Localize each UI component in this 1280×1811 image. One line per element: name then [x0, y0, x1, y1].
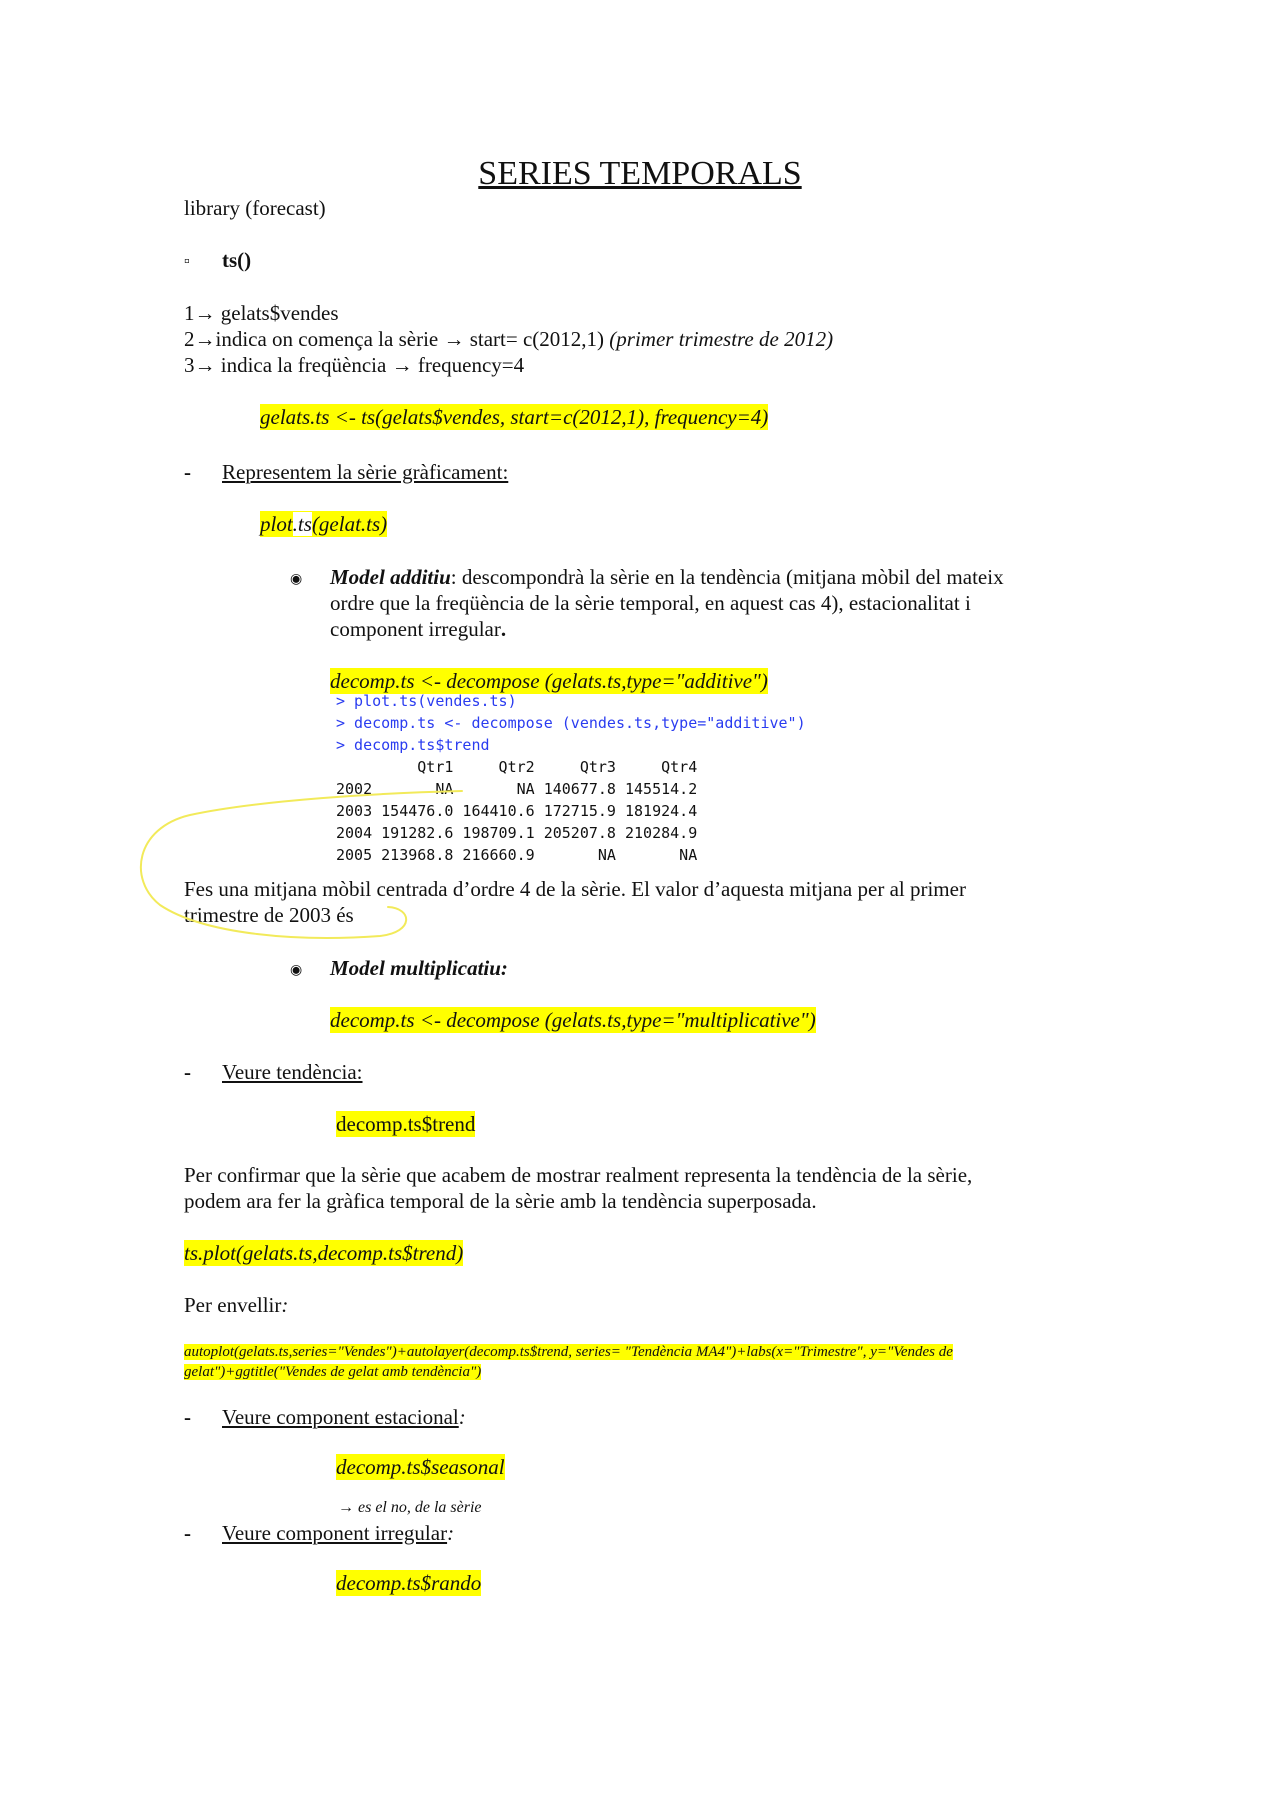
code-trend: decomp.ts$trend [336, 1112, 476, 1136]
additive-text: : descompondrà la sèrie en la tendència (mitjana mòbil del mateix [450, 565, 1004, 589]
question-line-1: Fes una mitjana mòbil centrada d’ordre 4 de la sèrie. El valor d’aquesta mitjana per al primer [184, 877, 966, 901]
irregular-section-label: Veure component irregular [222, 1521, 448, 1545]
step-number: 3 [184, 353, 195, 377]
r-console-output [336, 690, 856, 866]
step-3 [184, 352, 524, 378]
code-irregular: decomp.ts$rando [336, 1571, 482, 1595]
console-table-row: 2005 213968.8 216660.9 NA NA [336, 846, 698, 864]
arrow-icon: → [391, 353, 413, 377]
dash-bullet: - [184, 1060, 191, 1084]
step-note: (primer trimestre de 2012) [609, 327, 834, 351]
plot-section-label: Representem la sèrie gràficament: [222, 460, 509, 484]
arrow-icon: → [194, 353, 216, 377]
circle-bullet-icon: ◉ [290, 572, 303, 587]
arrow-icon: → [338, 1499, 354, 1516]
ts-heading: ts() [222, 248, 252, 272]
envellir-colon: : [281, 1293, 289, 1317]
code-part: (gelat.ts) [311, 512, 388, 536]
autoplot-line-2 [184, 1362, 481, 1382]
console-command: > decomp.ts$trend [336, 736, 490, 754]
code-part: .ts [292, 512, 312, 536]
step-text: indica on comença la sèrie [215, 327, 444, 351]
console-table-row: 2003 154476.0 164410.6 172715.9 181924.4 [336, 802, 698, 820]
seasonal-note [338, 1498, 482, 1518]
code-decompose-multiplicative: decomp.ts <- decompose (gelats.ts,type="multiplicative") [330, 1008, 816, 1032]
autoplot-line-1 [184, 1342, 953, 1362]
additive-line-1 [330, 564, 1004, 590]
additive-line-2: ordre que la freqüència de la sèrie temporal, en aquest cas 4), estacionalitat i [330, 591, 971, 615]
step-code: start= c(2012,1) [464, 327, 610, 351]
confirm-line-1: Per confirmar que la sèrie que acabem de mostrar realment representa la tendència de la sèrie, [184, 1163, 973, 1187]
multiplicative-label: Model multiplicatiu: [330, 956, 508, 980]
console-table-row: 2002 NA NA 140677.8 145514.2 [336, 780, 698, 798]
autoplot-code: gelat")+ggtitle("Vendes de gelat amb tendència") [184, 1364, 482, 1380]
arrow-icon: → [443, 327, 465, 351]
step-text: indica la freqüència [215, 353, 392, 377]
arrow-icon: → [194, 327, 216, 351]
step-1 [184, 300, 339, 326]
step-code: frequency=4 [412, 353, 525, 377]
additive-text-end: . [500, 617, 507, 641]
irregular-section-line [222, 1520, 454, 1546]
step-number: 1 [184, 301, 195, 325]
library-line: library (forecast) [184, 196, 326, 220]
seasonal-section-label: Veure component estacional [222, 1405, 459, 1429]
envellir-label: Per envellir [184, 1293, 282, 1317]
seasonal-section-line [222, 1404, 466, 1430]
seasonal-colon: : [458, 1405, 466, 1429]
additive-label: Model additiu [330, 565, 451, 589]
console-table-header: Qtr1 Qtr2 Qtr3 Qtr4 [336, 758, 698, 776]
question-line-2: trimestre de 2003 és [184, 903, 354, 927]
page-title: SERIES TEMPORALS [478, 155, 802, 192]
code-decompose-additive: decomp.ts <- decompose (gelats.ts,type="additive") [330, 669, 768, 693]
seasonal-note-text: es el no, de la sèrie [354, 1499, 482, 1516]
additive-line-3 [330, 616, 506, 642]
additive-text: component irregular [330, 617, 501, 641]
code-part: plot [260, 512, 293, 536]
code-seasonal: decomp.ts$seasonal [336, 1455, 505, 1479]
arrow-icon: → [194, 301, 216, 325]
step-number: 2 [184, 327, 195, 351]
console-command: > plot.ts(vendes.ts) [336, 692, 517, 710]
envellir-line [184, 1292, 288, 1318]
trend-section-label: Veure tendència: [222, 1060, 363, 1084]
small-square-bullet-icon: ▫ [184, 253, 190, 270]
irregular-colon: : [447, 1521, 455, 1545]
code-plot-ts [260, 511, 387, 537]
step-text: gelats$vendes [215, 301, 339, 325]
dash-bullet: - [184, 1405, 191, 1429]
dash-bullet: - [184, 1521, 191, 1545]
code-ts: gelats.ts <- ts(gelats$vendes, start=c(2012,1), frequency=4) [260, 405, 769, 429]
confirm-line-2: podem ara fer la gràfica temporal de la sèrie amb la tendència superposada. [184, 1189, 817, 1213]
console-table-row: 2004 191282.6 198709.1 205207.8 210284.9 [336, 824, 698, 842]
console-command: > decomp.ts <- decompose (vendes.ts,type="additive") [336, 714, 806, 732]
dash-bullet: - [184, 460, 191, 484]
autoplot-code: autoplot(gelats.ts,series="Vendes")+autolayer(decomp.ts$trend, series= "Tendència MA4")+labs(x="Trimestre", y="Vendes de [184, 1344, 953, 1360]
circle-bullet-icon: ◉ [290, 963, 303, 978]
code-ts-plot: ts.plot(gelats.ts,decomp.ts$trend) [184, 1241, 464, 1265]
step-2 [184, 326, 833, 352]
